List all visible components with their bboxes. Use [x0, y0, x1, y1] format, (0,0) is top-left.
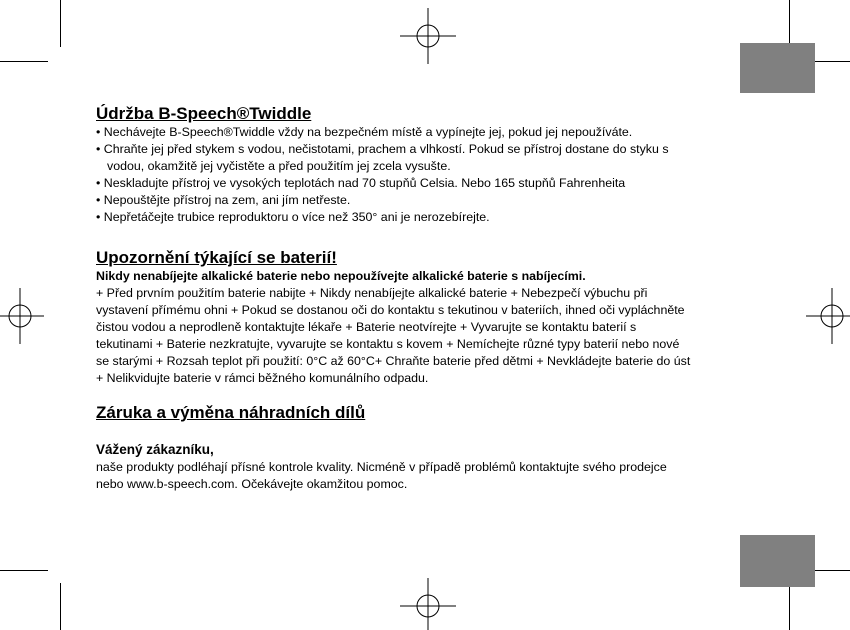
maintenance-bullet: • Nechávejte B-Speech®Twiddle vždy na bezpečném místě a vypínejte jej, pokud jej nepoužíváte. [96, 125, 633, 139]
crop-mark-bottom-left-vertical [60, 583, 61, 630]
crop-mark-top-left-horizontal [0, 61, 48, 62]
warranty-line: nebo www.b-speech.com. Očekávejte okamžitou pomoc. [96, 477, 408, 491]
warranty-greeting: Vážený zákazníku, [96, 442, 214, 457]
warranty-line: naše produkty podléhají přísné kontrole kvality. Nicméně v případě problémů kontaktujte svého prodejce [96, 460, 667, 474]
battery-line: čistou vodou a neprodleně kontaktujte lékaře + Baterie neotvírejte + Vyvarujte se kontaktu baterií s [96, 320, 637, 334]
battery-heading: Upozornění týkající se baterií! [96, 248, 337, 267]
registration-mark-left [0, 288, 44, 344]
maintenance-heading: Údržba B-Speech®Twiddle [96, 104, 312, 123]
warranty-heading: Záruka a výměna náhradních dílů [96, 403, 366, 422]
battery-warning: Nikdy nenabíjejte alkalické baterie nebo nepoužívejte alkalické baterie s nabíjecími. [96, 269, 586, 283]
battery-line: vystavení přímému ohni + Pokud se dostanou oči do kontaktu s tekutinou v bateriích, ihned oči vypláchněte [96, 303, 685, 317]
maintenance-bullet: • Nepřetáčejte trubice reproduktoru o více než 350° ani je nerozebírejte. [96, 210, 490, 224]
page-tab-bottom [740, 535, 815, 587]
maintenance-bullet-continuation: vodou, okamžitě jej vyčistěte a před použitím jej zcela vysušte. [107, 159, 451, 173]
maintenance-bullet: • Neskladujte přístroj ve vysokých teplotách nad 70 stupňů Celsia. Nebo 165 stupňů Fahrenheita [96, 176, 626, 190]
maintenance-bullet: • Chraňte jej před stykem s vodou, nečistotami, prachem a vlhkostí. Pokud se přístroj dostane do styku s [96, 142, 669, 156]
crop-mark-top-left-vertical [60, 0, 61, 47]
maintenance-bullet: • Nepouštějte přístroj na zem, ani jím netřeste. [96, 193, 351, 207]
battery-line: se starými + Rozsah teplot při použití: 0°C až 60°C+ Chraňte baterie před dětmi + Nevkládejte baterie do úst [96, 354, 691, 368]
registration-mark-top [400, 8, 456, 64]
battery-line: + Před prvním použitím baterie nabijte + Nikdy nenabíjejte alkalické baterie + Nebezpečí výbuchu při [96, 286, 648, 300]
registration-mark-right [806, 288, 850, 344]
crop-mark-top-right-vertical [789, 0, 790, 47]
document-body [96, 104, 786, 493]
battery-line: + Nelikvidujte baterie v rámci běžného komunálního odpadu. [96, 371, 429, 385]
crop-mark-bottom-right-vertical [789, 583, 790, 630]
crop-mark-bottom-left-horizontal [0, 570, 48, 571]
page-tab-top [740, 43, 815, 93]
registration-mark-bottom [400, 578, 456, 630]
battery-line: tekutinami + Baterie nezkratujte, vyvarujte se kontaktu s kovem + Nemíchejte různé typy baterií nebo nové [96, 337, 680, 351]
